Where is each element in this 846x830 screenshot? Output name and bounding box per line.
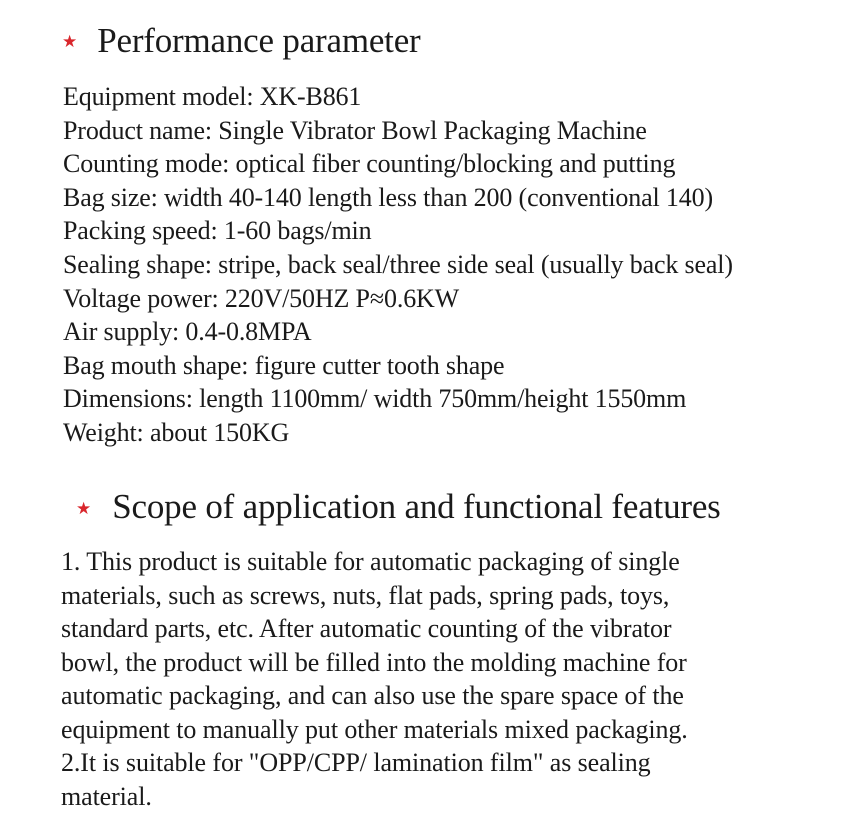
param-voltage-power: Voltage power: 220V/50HZ P≈0.6KW [63, 283, 460, 313]
performance-heading-text: Performance parameter [97, 21, 421, 60]
scope-heading-text: Scope of application and functional features [112, 487, 721, 526]
scope-line: bowl, the product will be filled into the molding machine for [61, 647, 687, 677]
param-packing-speed: Packing speed: 1-60 bags/min [63, 216, 372, 246]
scope-section-heading [76, 487, 721, 527]
param-dimensions: Dimensions: length 1100mm/ width 750mm/height 1550mm [63, 384, 687, 414]
param-counting-mode: Counting mode: optical fiber counting/blocking and putting [63, 149, 676, 179]
param-bag-size: Bag size: width 40-140 length less than 200 (conventional 140) [63, 182, 713, 212]
scope-line: automatic packaging, and can also use the spare space of the [61, 681, 684, 710]
scope-paragraph [61, 545, 801, 813]
scope-line: materials, such as screws, nuts, flat pads, spring pads, toys, [61, 580, 670, 610]
scope-line: material. [61, 781, 152, 811]
param-product-name: Product name: Single Vibrator Bowl Packaging Machine [63, 115, 647, 145]
param-weight: Weight: about 150KG [63, 417, 290, 447]
param-sealing-shape: Sealing shape: stripe, back seal/three side seal (usually back seal) [63, 249, 733, 279]
scope-line: equipment to manually put other materials mixed packaging. [61, 714, 688, 744]
scope-line: standard parts, etc. After automatic counting of the vibrator [61, 614, 672, 643]
star-icon: ★ [76, 498, 92, 519]
performance-section-heading [62, 21, 421, 61]
param-bag-mouth-shape: Bag mouth shape: figure cutter tooth shape [63, 350, 505, 380]
param-air-supply: Air supply: 0.4-0.8MPA [63, 317, 312, 347]
scope-line: 1. This product is suitable for automatic packaging of single [61, 547, 680, 576]
performance-parameter-list [63, 80, 733, 450]
star-icon: ★ [62, 31, 78, 52]
param-equipment-model: Equipment model: XK-B861 [63, 82, 362, 111]
scope-line: 2.It is suitable for "OPP/CPP/ lamination film" as sealing [61, 748, 651, 777]
